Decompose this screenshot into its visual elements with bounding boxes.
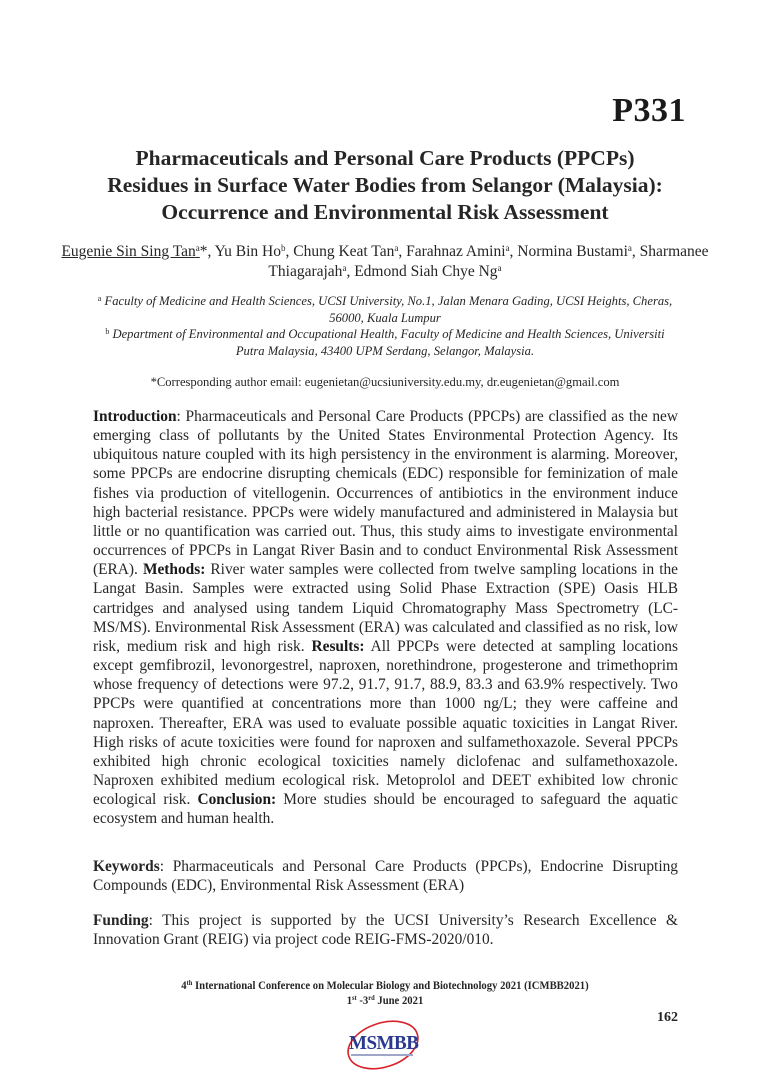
funding bbox=[93, 911, 678, 949]
author-name: Chung Keat Tan$^a$ bbox=[293, 243, 399, 260]
title-line: Occurrence and Environmental Risk Assessment bbox=[161, 200, 609, 224]
msmbb-logo-icon bbox=[343, 1017, 423, 1075]
intro-label: Introduction bbox=[93, 408, 177, 425]
paper-title bbox=[60, 145, 710, 226]
author-name: Yu Bin Ho$^b$ bbox=[214, 243, 286, 260]
conference-footer bbox=[86, 979, 684, 1008]
keywords-text: : Pharmaceuticals and Personal Care Products (PPCPs), Endocrine Disrupting Compounds (EDC), Environmental Risk Assessment (ERA) bbox=[93, 858, 678, 895]
conference-dates: 1st -3rd June 2021 bbox=[346, 993, 424, 1007]
keywords-label: Keywords bbox=[93, 858, 160, 875]
results-label: Results: bbox=[311, 637, 365, 655]
logo-text: MSMBB bbox=[349, 1032, 419, 1054]
affiliation-b-cont: Putra Malaysia, 43400 UPM Serdang, Selangor, Malaysia. bbox=[235, 343, 535, 358]
conclusion-text: More studies should be encouraged to safeguard the aquatic ecosystem and human health. bbox=[93, 791, 678, 828]
keywords bbox=[93, 857, 678, 895]
corresponding-author: *Corresponding author email: eugenietan@ucsiuniversity.edu.my, dr.eugenietan@gmail.com bbox=[150, 375, 620, 389]
author-name: Normina Bustami$^a$ bbox=[517, 243, 632, 260]
abstract bbox=[93, 407, 678, 828]
methods-text: River water samples were collected from twelve sampling locations in the Langat Basin. Samples were extracted using Solid Phase Extraction (SPE) Oasis HLB cartridges and analysed using tandem Liquid Chromatography Mass Spectrometry (LC-MS/MS). Environmental Risk Assessment (ERA) was calculated and classified as no risk, low risk, medium risk and high risk. bbox=[93, 561, 678, 655]
conference-name: 4th International Conference on Molecular Biology and Biotechnology 2021 (ICMBB2021) bbox=[181, 979, 589, 992]
author-name: Farahnaz Amini$^a$ bbox=[406, 243, 510, 260]
poster-id: P331 bbox=[612, 92, 686, 129]
logo-subtitle-line bbox=[351, 1054, 413, 1056]
title-line: Pharmaceuticals and Personal Care Products (PPCPs) bbox=[135, 146, 635, 170]
conclusion-label: Conclusion: bbox=[197, 791, 277, 809]
methods-label: Methods: bbox=[142, 561, 206, 579]
author-list: Eugenie Sin Sing Tan$^a$*, Yu Bin Ho$^b$, Chung Keat Tan$^a$, Farahnaz Amini$^a$, Normina Bustami$^a$, Sharmanee Thiagarajah$^a$, Edmond Siah Chye Ng$^a$ bbox=[61, 243, 709, 280]
author-name: Sharmanee Thiagarajah$^a$ bbox=[268, 243, 709, 280]
results-text: All PPCPs were detected at sampling locations except gemfibrozil, levonorgestrel, naproxen, norethindrone, progesterone and trimethoprim whose frequency of detections were 97.2, 91.7, 91.7, 88.9, 83.3 and 63.9% respectively. Two PPCPs were quantified at concentrations more than 1000 ng/L; they were caffeine and naproxen. Thereafter, ERA was used to evaluate possible aquatic toxicities in Langat River. High risks of acute toxicities were found for naproxen and sulfamethoxazole. Several PPCPs exhibited high chronic ecological toxicities namely diclofenac and sulfamethoxazole. Naproxen exhibited medium ecological risk. Metoprolol and DEET exhibited low chronic ecological risk. bbox=[93, 637, 678, 809]
affiliation-a: $^a$ Faculty of Medicine and Health Sciences, UCSI University, No.1, Jalan Menara Gading, UCSI Heights, Cheras, bbox=[97, 294, 673, 308]
title-line: Residues in Surface Water Bodies from Selangor (Malaysia): bbox=[107, 173, 663, 197]
funding-text: : This project is supported by the UCSI University’s Research Excellence & Innovation Grant (REIG) via project code REIG-FMS-2020/010. bbox=[93, 912, 678, 949]
intro-text: : Pharmaceuticals and Personal Care Products (PPCPs) are classified as the new emerging class of pollutants by the United States Environmental Protection Agency. Its ubiquitous nature coupled with its high persistency in the environment is alarming. Moreover, some PPCPs are endocrine disrupting chemicals (EDC) responsible for feminization of male fishes via production of vitellogenin. Occurrences of antibiotics in the environment induce high bacterial resistance. PPCPs were widely manufactured and administered in Malaysia but little or no quantification was carried out. Thus, this study aims to investigate environmental occurrences of PPCPs in Langat River Basin and to conduct Environmental Risk Assessment (ERA). bbox=[93, 408, 678, 579]
affiliation-a-cont: 56000, Kuala Lumpur bbox=[329, 310, 441, 325]
funding-label: Funding bbox=[93, 912, 149, 929]
page-number: 162 bbox=[657, 1010, 678, 1025]
affiliations bbox=[80, 293, 690, 359]
affiliation-b: $^b$ Department of Environmental and Occupational Health, Faculty of Medicine and Health Sciences, Universiti bbox=[105, 327, 665, 341]
author-name: Edmond Siah Chye Ng$^a$ bbox=[354, 263, 502, 280]
author-name-presenter: Eugenie Sin Sing Tan$^a$ bbox=[61, 243, 200, 260]
